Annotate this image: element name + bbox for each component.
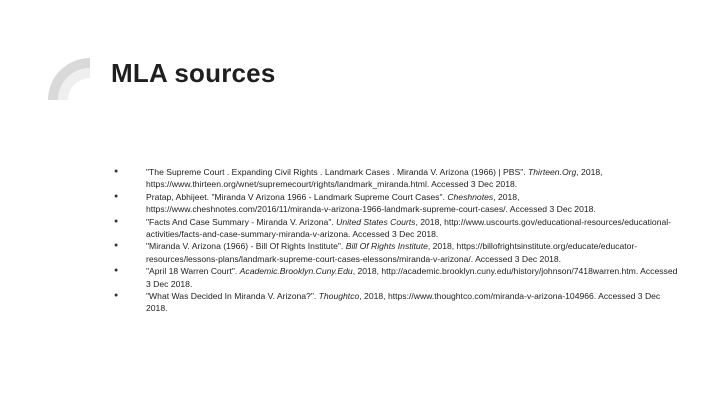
source-title: Thoughtco bbox=[318, 291, 360, 302]
bullet-icon: ● bbox=[114, 192, 119, 200]
source-citation: Pratap, Abhijeet. "Miranda V Arizona 1966 - Landmark Supreme Court Cases". Cheshnotes, 2018, https://www.cheshnotes.com/2016/11/miranda-v-arizona-1966-landmark-supreme-court-cases/. Accessed 3 Dec 2018. bbox=[146, 191, 596, 215]
source-item bbox=[112, 290, 682, 315]
sources-list bbox=[112, 166, 682, 315]
bullet-icon: ● bbox=[114, 267, 119, 275]
source-title: Academic.Brooklyn.Cuny.Edu bbox=[239, 266, 353, 277]
source-item bbox=[112, 166, 682, 191]
source-item bbox=[112, 191, 682, 216]
bullet-icon: ● bbox=[114, 168, 119, 175]
source-title: Bill Of Rights Institute bbox=[345, 241, 428, 252]
source-title: United States Courts bbox=[336, 216, 416, 227]
bullet-icon: ● bbox=[114, 242, 119, 250]
corner-decoration bbox=[48, 58, 90, 100]
source-title: Cheshnotes bbox=[447, 191, 494, 202]
source-title: Thirteen.Org bbox=[528, 167, 577, 177]
source-citation: "The Supreme Court . Expanding Civil Rights . Landmark Cases . Miranda V. Arizona (1966) | PBS". Thirteen.Org, 2018, https://www.thirteen.org/wnet/supremecourt/rights/landmark_miranda.html. Accessed 3 Dec 2018. bbox=[146, 167, 603, 190]
source-citation: "Facts And Case Summary - Miranda V. Arizona". United States Courts, 2018, http://www.uscourts.gov/educational-resources/educational-activities/facts-and-case-summary-miranda-v-arizona. Accessed 3 Dec 2018. bbox=[146, 216, 672, 240]
source-citation: "April 18 Warren Court". Academic.Brooklyn.Cuny.Edu, 2018, http://academic.brooklyn.cuny.edu/history/johnson/7418warren.htm. Accessed 3 Dec 2018. bbox=[146, 266, 678, 289]
slide-title: MLA sources bbox=[111, 58, 276, 88]
source-item bbox=[112, 265, 682, 290]
bullet-icon: ● bbox=[114, 292, 119, 300]
source-citation: "What Was Decided In Miranda V. Arizona?". Thoughtco, 2018, https://www.thoughtco.com/miranda-v-arizona-104966. Accessed 3 Dec 2018. bbox=[146, 291, 661, 314]
bullet-icon: ● bbox=[114, 217, 119, 225]
source-item bbox=[112, 240, 682, 265]
source-citation: "Miranda V. Arizona (1966) - Bill Of Rights Institute". Bill Of Rights Institute, 2018, https://billofrightsinstitute.org/educate/educator-resources/lessons-plans/landmark-supreme-court-cases-elessons/miranda-v-arizona/. Accessed 3 Dec 2018. bbox=[146, 241, 638, 264]
source-item bbox=[112, 216, 682, 241]
